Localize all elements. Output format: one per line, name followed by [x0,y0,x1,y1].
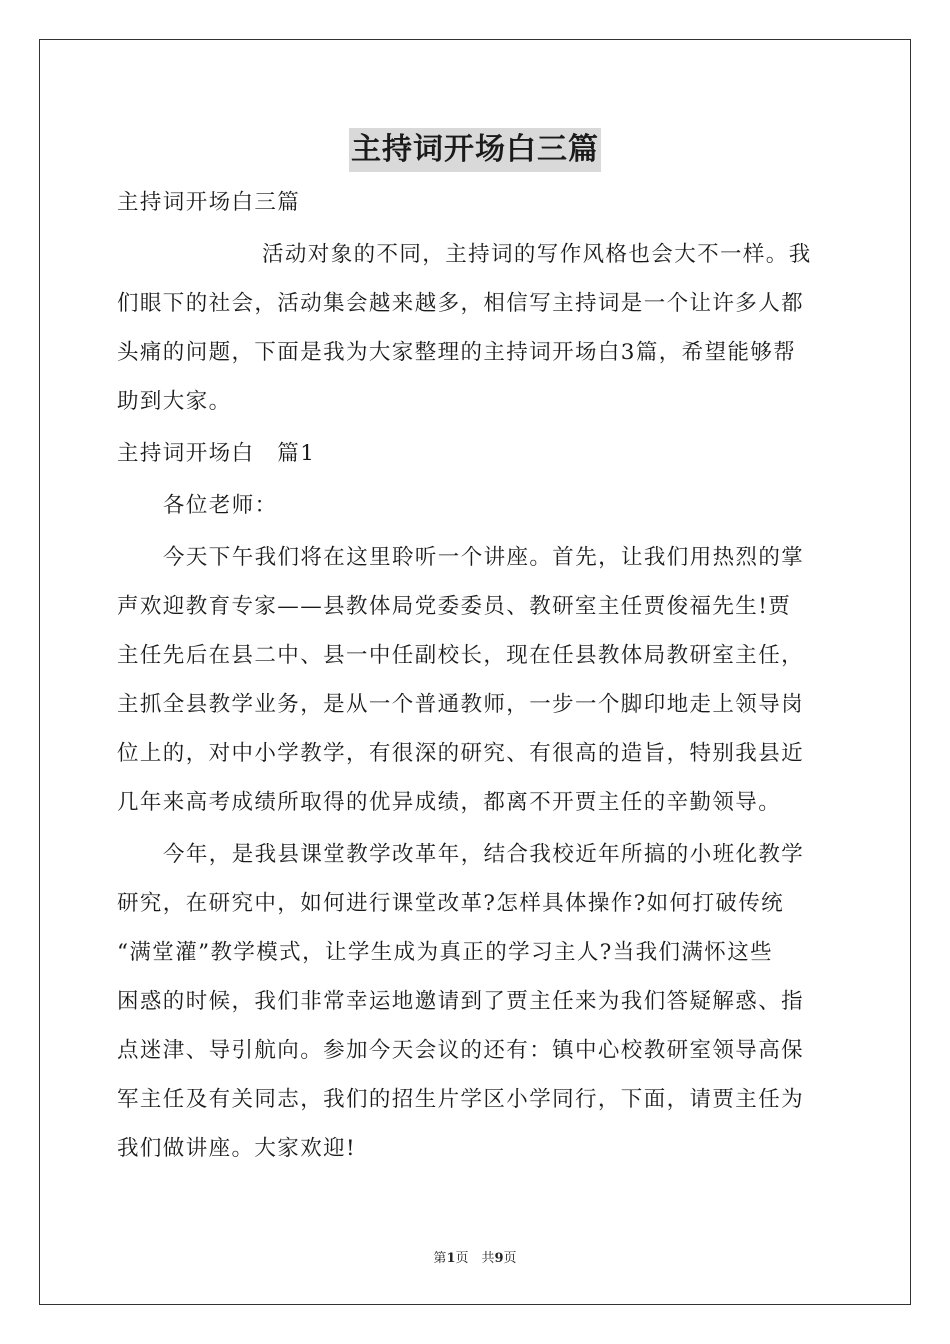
paragraph-line: 位上的，对中小学教学，有很深的研究、有很高的造旨，特别我县近 [117,741,805,766]
paragraph-line: 今天下午我们将在这里聆听一个讲座。首先，让我们用热烈的掌 [163,545,805,570]
page-footer [0,1247,950,1266]
paragraph-line: 军主任及有关同志，我们的招生片学区小学同行，下面，请贾主任为 [117,1087,805,1112]
paragraph-line: 我们做讲座。大家欢迎! [117,1136,357,1161]
footer-total-suffix: 页 [503,1251,517,1266]
intro-paragraph [117,230,833,426]
title-container [0,128,950,172]
paragraph-line: 主抓全县教学业务，是从一个普通教师，一步一个脚印地走上领导岗 [117,692,805,717]
document-body [117,178,833,1176]
body-paragraph-2 [117,830,833,1173]
section-heading: 主持词开场白 篇1 [117,441,316,466]
document-title: 主持词开场白三篇 [349,128,601,172]
paragraph-line: 困惑的时候，我们非常幸运地邀请到了贾主任来为我们答疑解惑、指 [117,989,805,1014]
paragraph-line: 几年来高考成绩所取得的优异成绩，都离不开贾主任的辛勤领导。 [117,790,782,815]
intro-line: 活动对象的不同，主持词的写作风格也会大不一样。我 [262,242,812,267]
footer-total-pages: 9 [494,1251,504,1266]
paragraph-line: 点迷津、导引航向。参加今天会议的还有：镇中心校教研室领导高保 [117,1038,805,1063]
footer-page-prefix: 第 [433,1251,447,1266]
paragraph-line: 声欢迎教育专家——县教体局党委委员、教研室主任贾俊福先生!贾 [117,594,792,619]
paragraph-line: 今年，是我县课堂教学改革年，结合我校近年所搞的小班化教学 [163,842,805,867]
intro-line: 们眼下的社会，活动集会越来越多，相信写主持词是一个让许多人都 [117,291,805,316]
salutation: 各位老师： [163,493,278,518]
footer-page-suffix: 页 共 [455,1251,495,1266]
body-paragraph-1 [117,533,833,827]
intro-line: 头痛的问题，下面是我为大家整理的主持词开场白3篇，希望能够帮 [117,340,797,365]
paragraph-line: 研究，在研究中，如何进行课堂改革?怎样具体操作?如何打破传统 [117,891,785,916]
intro-line: 助到大家。 [117,389,232,414]
document-subtitle: 主持词开场白三篇 [117,190,301,215]
paragraph-line: 主任先后在县二中、县一中任副校长，现在任县教体局教研室主任， [117,643,805,668]
paragraph-line: “满堂灌”教学模式，让学生成为真正的学习主人?当我们满怀这些 [117,940,774,965]
footer-page-number: 1 [446,1251,456,1266]
